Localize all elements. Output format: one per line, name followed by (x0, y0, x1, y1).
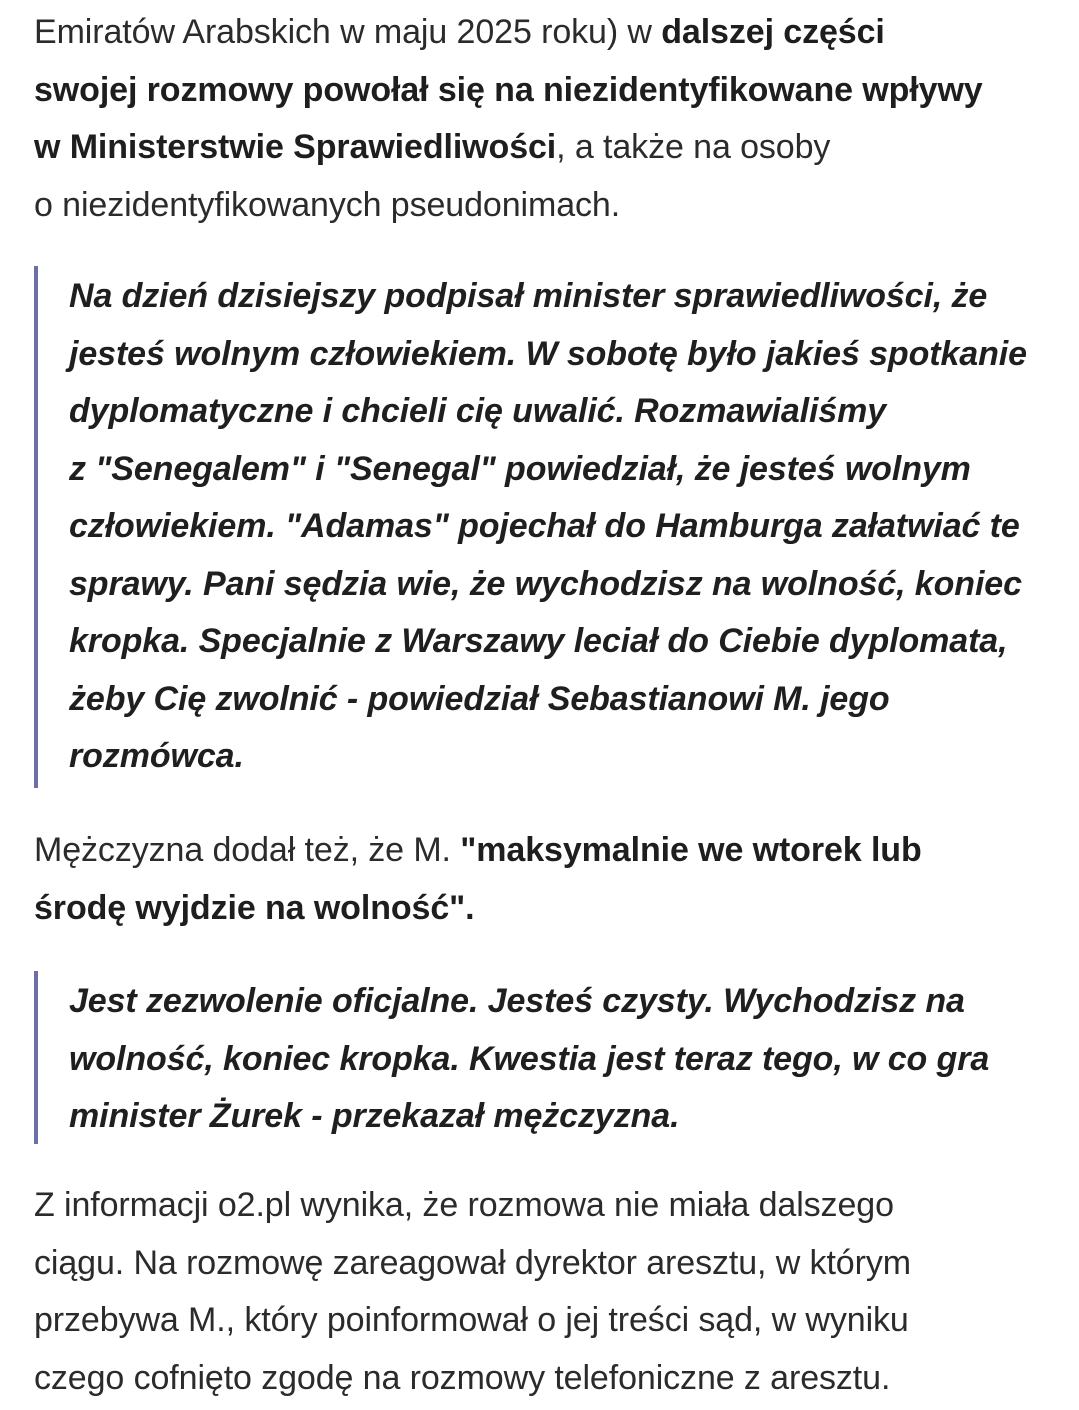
article-paragraph-2 (34, 822, 922, 937)
paragraph-line: czego cofnięto zgodę na rozmowy telefoniczne z aresztu. (34, 1358, 891, 1397)
blockquote-1 (34, 266, 1079, 788)
quote-line: minister Żurek - przekazał mężczyzna. (69, 1097, 680, 1135)
quote-line: wolność, koniec kropka. Kwestia jest teraz tego, w co gra (69, 1039, 990, 1078)
article-paragraph-1 (34, 4, 983, 234)
paragraph-line (34, 822, 922, 880)
quote-line: Na dzień dzisiejszy podpisał minister sprawiedliwości, że (69, 277, 988, 315)
quote-line: dyplomatyczne i chcieli cię uwalić. Rozmawialiśmy (69, 392, 887, 430)
quote-line: człowiekiem. "Adamas" pojechał do Hamburga załatwiać te (69, 507, 1020, 545)
quote-line: sprawy. Pani sędzia wie, że wychodzisz na wolność, koniec (69, 564, 1022, 603)
text-bold: "maksymalnie we wtorek lub (460, 831, 922, 869)
quote-line: Jest zezwolenie oficjalne. Jesteś czysty. Wychodzisz na (69, 982, 965, 1020)
quote-line: z "Senegalem" i "Senegal" powiedział, że jesteś wolnym (69, 449, 971, 488)
paragraph-line (34, 119, 983, 177)
paragraph-line: przebywa M., który poinformował o jej treści sąd, w wyniku (34, 1301, 909, 1339)
quote-line: rozmówca. (69, 737, 244, 775)
quote-line: żeby Cię zwolnić - powiedział Sebastianowi M. jego (69, 679, 890, 718)
text-normal: , a także na osoby (556, 128, 831, 166)
text-normal: o niezidentyfikowanych pseudonimach. (34, 185, 621, 224)
text-bold: w Ministerstwie Sprawiedliwości (34, 128, 557, 166)
article-paragraph-3 (34, 1177, 911, 1407)
text-bold: swojej rozmowy powołał się na niezidentyfikowane wpływy (34, 70, 983, 109)
paragraph-line (34, 4, 983, 62)
text-bold: środę wyjdzie na wolność" (34, 888, 466, 927)
quote-line: jesteś wolnym człowiekiem. W sobotę było jakieś spotkanie (69, 334, 1027, 373)
paragraph-line (34, 880, 922, 938)
blockquote-2 (34, 971, 1079, 1144)
text-bold: dalszej części (661, 13, 885, 51)
paragraph-line (34, 177, 983, 235)
quote-line: kropka. Specjalnie z Warszawy leciał do Ciebie dyplomata, (69, 622, 1008, 660)
paragraph-line: Z informacji o2.pl wynika, że rozmowa nie miała dalszego (34, 1186, 894, 1224)
text-bold-period: . (465, 888, 475, 927)
paragraph-line: ciągu. Na rozmowę zareagował dyrektor aresztu, w którym (34, 1243, 911, 1282)
text-normal: Emiratów Arabskich w maju 2025 roku) w (34, 13, 662, 51)
paragraph-line (34, 62, 983, 120)
text-normal: Mężczyzna dodał też, że M. (34, 831, 461, 869)
